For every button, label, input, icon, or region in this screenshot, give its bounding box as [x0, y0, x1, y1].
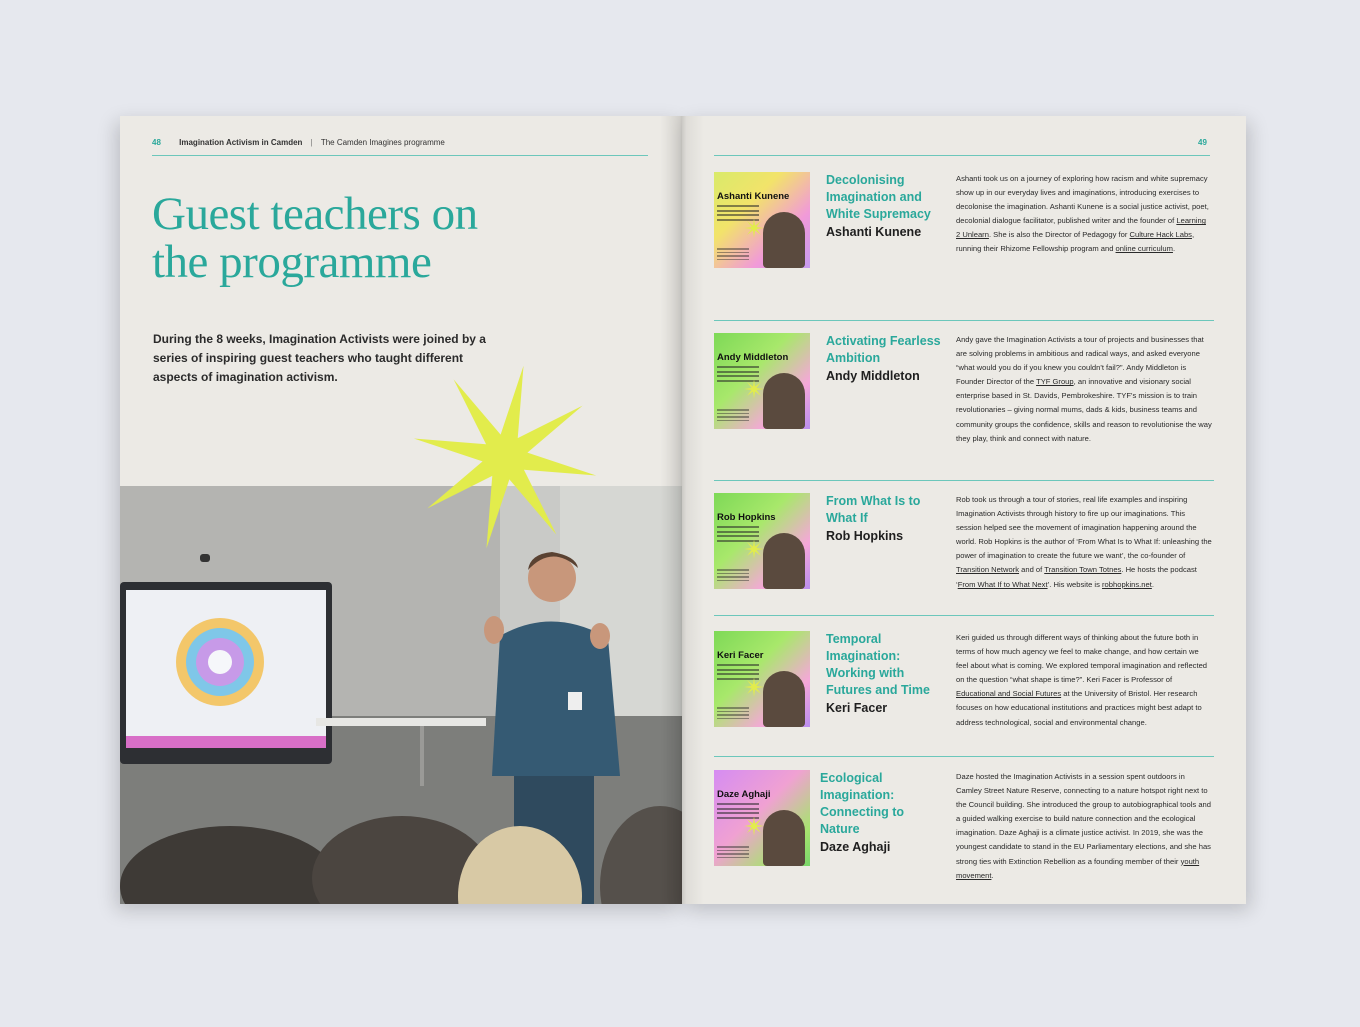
section-divider	[714, 615, 1214, 616]
text-line	[717, 205, 759, 207]
speaker-card	[714, 493, 810, 589]
speaker-name: Andy Middleton	[826, 369, 920, 383]
running-subtitle: The Camden Imagines programme	[320, 138, 445, 147]
session-title-text: From What Is to What If	[826, 494, 921, 525]
speaker-name: Daze Aghaji	[820, 840, 891, 854]
speaker-card-name: Ashanti Kunene	[717, 191, 790, 202]
speaker-session-title	[826, 631, 946, 717]
speaker-session-title	[826, 172, 946, 241]
speaker-card-footer-lines	[717, 409, 749, 423]
speaker-card-footer-lines	[717, 707, 749, 721]
desc-text: ’. His website is	[1047, 579, 1103, 589]
speaker-name: Rob Hopkins	[826, 529, 904, 543]
star-icon	[744, 379, 764, 399]
page-title-line2: the programme	[152, 236, 432, 288]
left-page	[120, 116, 682, 904]
inline-link[interactable]: Culture Hack Labs	[1129, 230, 1192, 240]
text-line	[717, 535, 759, 537]
right-page	[682, 116, 1246, 904]
text-line	[717, 259, 749, 261]
text-line	[717, 850, 749, 852]
speaker-session-title	[820, 770, 940, 856]
speaker-description	[956, 631, 1212, 730]
desc-text: Andy gave the Imagination Activists a tour of projects and businesses that are solving problems in ambitious and radical ways, and asked everyone “what would you do if you knew you couldn't fail?”. Andy Middleton is Founder Director of the	[956, 335, 1204, 387]
desc-text: . She is also the Director of Pedagogy for	[988, 230, 1130, 240]
header-separator: |	[310, 138, 313, 147]
session-title-text: Decolonising Imagination and White Supremacy	[826, 173, 931, 221]
text-line	[717, 420, 749, 422]
speaker-card-name: Keri Facer	[717, 650, 764, 661]
inline-link[interactable]: Transition Town Totnes	[1044, 565, 1122, 575]
inline-link[interactable]: TYF Group	[1036, 377, 1074, 387]
text-line	[717, 409, 749, 411]
text-line	[717, 718, 749, 720]
speaker-portrait	[763, 671, 805, 727]
desc-text: . He hosts the podcast ‘	[956, 565, 1197, 589]
text-line	[717, 580, 749, 582]
star-shape	[414, 366, 596, 548]
desc-text: .	[1172, 244, 1176, 254]
text-line	[717, 248, 749, 250]
intro-paragraph: During the 8 weeks, Imagination Activists were joined by a series of inspiring guest teachers who taught different aspects of imagination activism.	[153, 332, 486, 384]
speaker-portrait	[763, 810, 805, 866]
desc-text: at the University of Bristol. Her research focuses on how educational institutions and practices might best adapt to address technological, social and environmental change.	[956, 689, 1202, 727]
session-title-text: Activating Fearless Ambition	[826, 334, 941, 365]
star-icon	[744, 539, 764, 559]
text-line	[717, 711, 749, 713]
text-line	[717, 573, 749, 575]
header-rule-right	[714, 155, 1210, 156]
text-line	[717, 255, 749, 257]
star-icon	[744, 677, 764, 697]
text-line	[717, 413, 749, 415]
inline-link[interactable]: Educational and Social Futures	[956, 689, 1062, 699]
header-rule-left	[152, 155, 648, 156]
speaker-row	[714, 770, 1214, 900]
star-icon	[744, 218, 764, 238]
running-header-left	[152, 138, 445, 147]
speaker-portrait	[763, 212, 805, 268]
text-line	[717, 803, 759, 805]
page-number-left: 48	[152, 138, 161, 147]
text-line	[717, 812, 759, 814]
speaker-description	[956, 333, 1212, 446]
speaker-portrait	[763, 533, 805, 589]
speaker-description	[956, 172, 1212, 257]
text-line	[717, 714, 749, 716]
speaker-row	[714, 493, 1214, 623]
desc-text: , an innovative and visionary social enterprise based in St. Davids, Pembrokeshire. TYF's mission is to train revolutionaries – giving normal mums, dads & kids, business teams and community groups the confidence, skills and reason to revolutionise the way they play, think and connect with nature.	[956, 377, 1212, 443]
session-title-text: Ecological Imagination: Connecting to Nature	[820, 771, 905, 836]
speaker-card-footer-lines	[717, 248, 749, 262]
text-line	[717, 252, 749, 254]
speaker-description	[956, 770, 1212, 883]
desc-text: .	[1151, 579, 1154, 589]
text-line	[717, 857, 749, 859]
text-line	[717, 366, 759, 368]
desc-text: Keri guided us through different ways of thinking about the future both in terms of how much agency we feel to make change, and how certain we feel about what is coming. We explored temporal imagination and reflected on the question “what shape is time?”. Keri Facer is Professor of	[956, 633, 1208, 685]
page-title-line1: Guest teachers on	[152, 188, 478, 240]
speaker-session-title	[826, 493, 946, 545]
speaker-portrait	[763, 373, 805, 429]
text-line	[717, 214, 759, 216]
session-title-text: Temporal Imagination: Working with Futures and Time	[826, 632, 930, 697]
text-line	[717, 808, 759, 810]
page-title	[152, 190, 572, 286]
desc-text: Ashanti took us on a journey of exploring how racism and white supremacy show up in our everyday lives and imaginations, introducing exercises to decolonise the imagination. Ashanti Kunene is a social justice activist, poet, decolonial dialogue facilitator, published writer and the founder of	[956, 174, 1209, 226]
running-header-right	[1198, 138, 1207, 147]
speaker-name: Ashanti Kunene	[826, 225, 922, 239]
speaker-row	[714, 333, 1214, 463]
speaker-session-title	[826, 333, 946, 385]
inline-link[interactable]: Transition Network	[956, 565, 1020, 575]
text-line	[717, 664, 759, 666]
speaker-card	[714, 770, 810, 866]
speaker-description	[956, 493, 1212, 592]
desc-text: and of	[1019, 565, 1045, 575]
page-number-right: 49	[1198, 138, 1207, 147]
speaker-name: Keri Facer	[826, 701, 888, 715]
text-line	[717, 371, 759, 373]
text-line	[717, 846, 749, 848]
speaker-card-footer-lines	[717, 846, 749, 860]
section-divider	[714, 756, 1214, 757]
inline-link[interactable]: From What If to What Next	[957, 579, 1048, 589]
desc-text: .	[991, 870, 994, 880]
text-line	[717, 416, 749, 418]
inline-link[interactable]: online curriculum	[1115, 244, 1173, 254]
inline-link[interactable]: robhopkins.net	[1102, 579, 1152, 589]
text-line	[717, 210, 759, 212]
inline-link[interactable]: youth movement	[956, 856, 1200, 880]
section-divider	[714, 480, 1214, 481]
text-line	[717, 526, 759, 528]
speaker-card-name: Rob Hopkins	[717, 512, 776, 523]
text-line	[717, 569, 749, 571]
section-divider	[714, 320, 1214, 321]
text-line	[717, 673, 759, 675]
speaker-card	[714, 172, 810, 268]
text-line	[717, 576, 749, 578]
speaker-card-name: Andy Middleton	[717, 352, 789, 363]
inline-link[interactable]: Learning 2 Unlearn	[956, 216, 1206, 240]
text-line	[717, 669, 759, 671]
running-title: Imagination Activism in Camden	[179, 138, 303, 147]
text-line	[717, 531, 759, 533]
speaker-card	[714, 631, 810, 727]
speaker-card	[714, 333, 810, 429]
speaker-card-name: Daze Aghaji	[717, 789, 771, 800]
desc-text: Rob took us through a tour of stories, real life examples and inspiring Imagination Activists through history to fire up our imaginations. This session helped see the movement of imagination happening around the world. Rob Hopkins is the author of ‘From What Is to What If: unleashing the power of imagination to create the future we want’, the co-founder of	[956, 495, 1212, 561]
desc-text: Daze hosted the Imagination Activists in a session spent outdoors in Camley Street Nature Reserve, connecting to a nature hotspot right next to the Council building. She introduced the group to autobiographical tools and a guided walking exercise to build nature connection and the ecological imagination. Daze Aghaji is a climate justice activist. In 2019, she was the youngest candidate to stand in the EU Parliamentary elections, and she has strong ties with Extinction Rebellion as a founding member of their	[956, 772, 1211, 866]
text-line	[717, 853, 749, 855]
text-line	[717, 707, 749, 709]
speaker-row	[714, 631, 1214, 761]
eight-point-star-icon	[410, 362, 600, 552]
speaker-row	[714, 172, 1214, 302]
desc-text: , running their Rhizome Fellowship program and	[956, 230, 1195, 254]
speaker-card-footer-lines	[717, 569, 749, 583]
star-icon	[744, 816, 764, 836]
text-line	[717, 375, 759, 377]
